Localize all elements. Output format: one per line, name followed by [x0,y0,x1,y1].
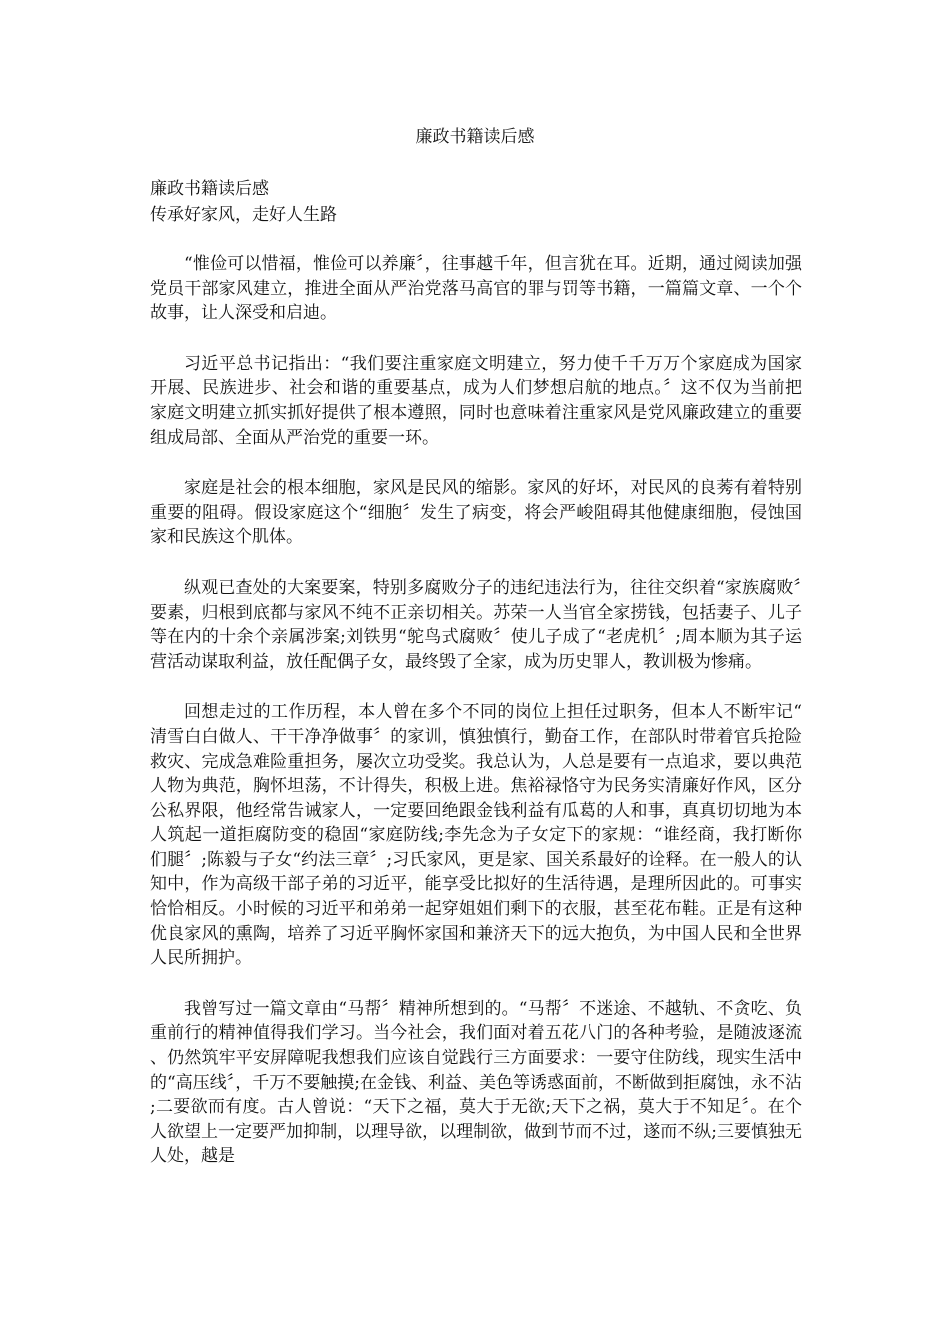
document-title: 廉政书籍读后感 [415,127,535,147]
paragraph: 回想走过的工作历程，本人曾在多个不同的岗位上担任过职务，但本人不断牢记“清雪白白做人、干干净净做事〞的家训，慎独慎行，勤奋工作，在部队时带着官兵抢险救灾、完成急难险重担务，屡次立功受奖。我总认为，人总是要有一点追求，要以典范人物为典范，胸怀坦荡，不计得失，积极上进。焦裕禄恪守为民务实清廉好作风，区分公私界限，他经常告诫家人，一定要回绝跟金钱利益有瓜葛的人和事，真真切切地为本人筑起一道拒腐防变的稳固“家庭防线;李先念为子女定下的家规：“谁经商，我打断你们腿〞;陈毅与子女“约法三章〞;习氏家风，更是家、国关系最好的诠释。在一般人的认知中，作为高级干部子弟的习近平，能享受比拟好的生活待遇，是理所因此的。可事实恰恰相反。小时候的习近平和弟弟一起穿姐姐们剩下的衣服，甚至花布鞋。正是有这种优良家风的熏陶，培养了习近平胸怀家国和兼济天下的远大抱负，为中国人民和全世界人民所拥护。 [150,702,802,969]
heading-line-title: 廉政书籍读后感 [150,179,269,199]
document-body [150,252,802,1195]
document-heading-block [150,176,810,228]
paragraph: “惟俭可以惜福，惟俭可以养廉〞，往事越千年，但言犹在耳。近期，通过阅读加强党员干部家风建立，推进全面从严治党落马高官的罪与罚等书籍，一篇篇文章、一个个故事，让人深受和启迪。 [150,254,802,324]
paragraph: 习近平总书记指出：“我们要注重家庭文明建立，努力使千千万万个家庭成为国家开展、民族进步、社会和谐的重要基点，成为人们梦想启航的地点。〞这不仅为当前把家庭文明建立抓实抓好提供了根本遵照，同时也意味着注重家风是党风廉政建立的重要组成局部、全面从严治党的重要一环。 [150,353,802,448]
paragraph: 家庭是社会的根本细胞，家风是民风的缩影。家风的好坏，对民风的良莠有着特别重要的阻碍。假设家庭这个“细胞〞发生了病变，将会严峻阻碍其他健康细胞，侵蚀国家和民族这个肌体。 [150,478,802,548]
paragraph: 纵观已查处的大案要案，特别多腐败分子的违纪违法行为，往往交织着“家族腐败〞要素，归根到底都与家风不纯不正亲切相关。苏荣一人当官全家捞钱，包括妻子、儿子等在内的十余个亲属涉案;刘铁男“鸵鸟式腐败〞使儿子成了“老虎机〞;周本顺为其子运营活动谋取利益，放任配偶子女，最终毁了全家，成为历史罪人，教训极为惨痛。 [150,577,802,672]
paragraph: 我曾写过一篇文章由“马帮〞精神所想到的。“马帮〞不迷途、不越轨、不贪吃、负重前行的精神值得我们学习。当今社会，我们面对着五花八门的各种考验，是随波逐流、仍然筑牢平安屏障呢我想我们应该自觉践行三方面要求：一要守住防线，现实生活中的“高压线〞，千万不要触摸;在金钱、利益、美色等诱惑面前，不断做到拒腐蚀，永不沾;二要欲而有度。古人曾说：“天下之福，莫大于无欲;天下之祸，莫大于不知足〞。在个人欲望上一定要严加抑制，以理导欲，以理制欲，做到节而不过，遂而不纵;三要慎独无人处，越是 [150,998,802,1167]
heading-line-subtitle: 传承好家风，走好人生路 [150,205,337,225]
